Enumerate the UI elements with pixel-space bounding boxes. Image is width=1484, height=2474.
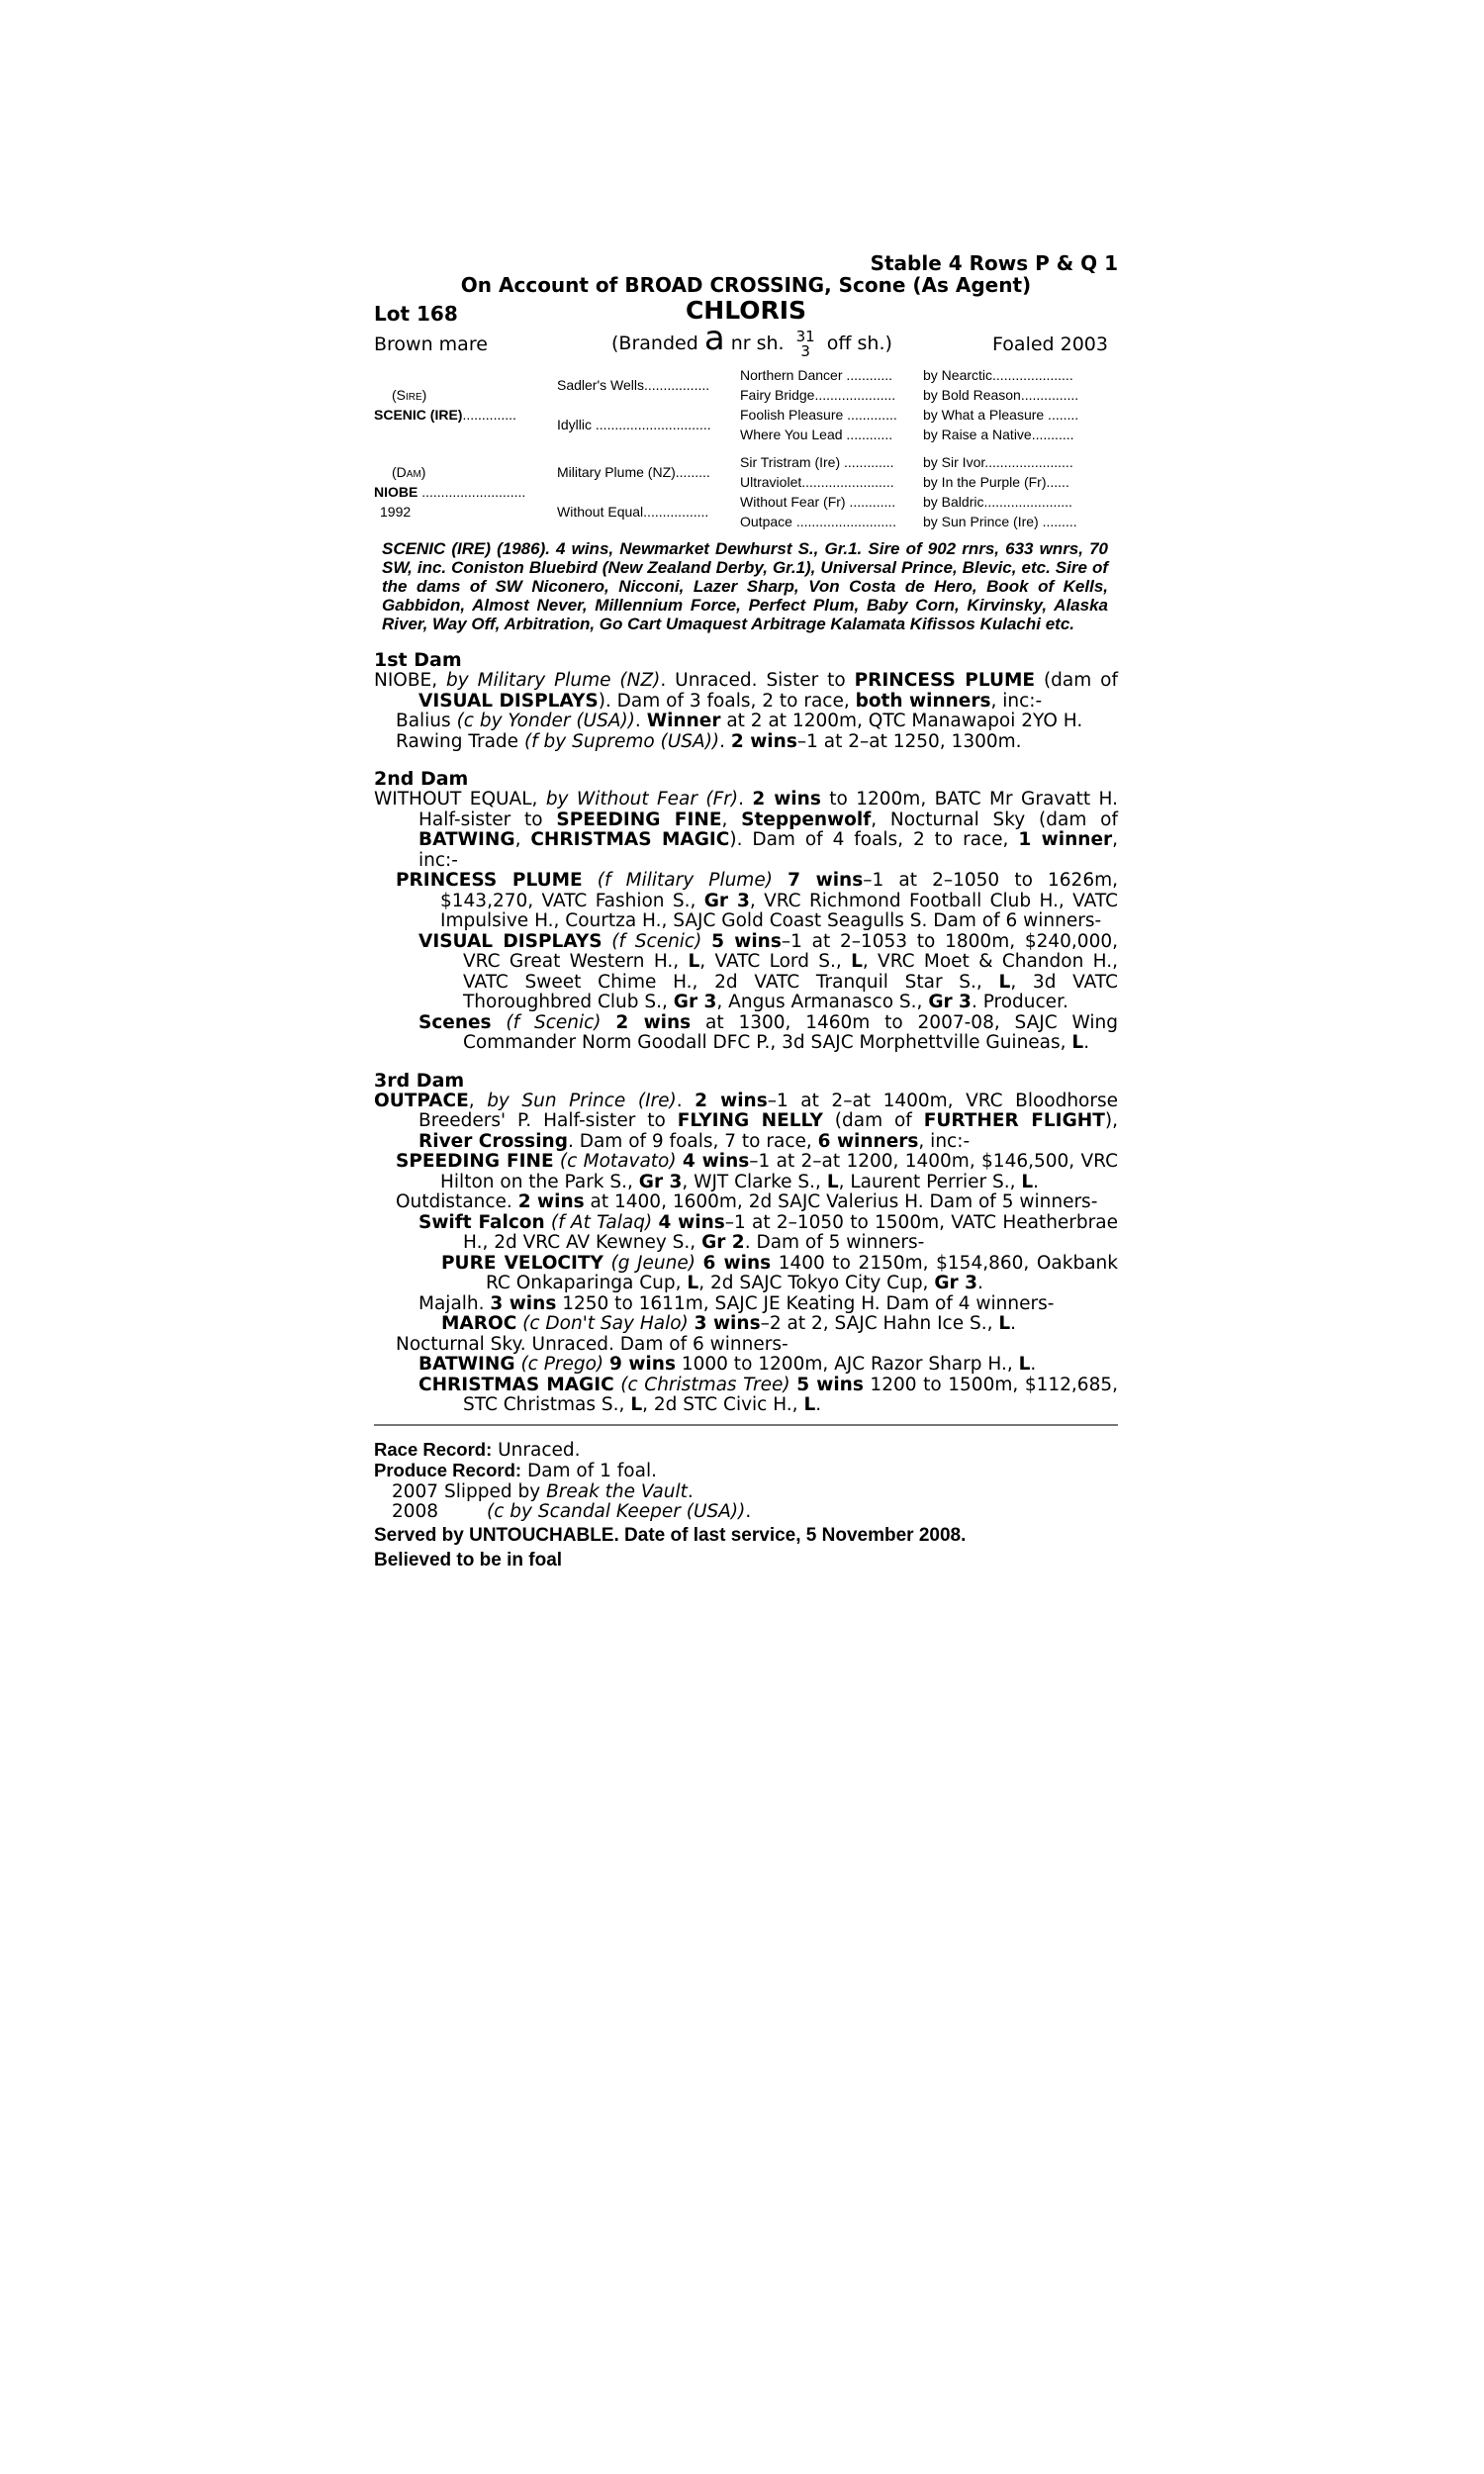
sire-name: SCENIC (IRE) [374,407,463,423]
first-dam-heading: 1st Dam [374,649,462,671]
gen3-7: Without Fear (Fr) ............ [740,494,896,510]
gen4-6: by In the Purple (Fr)...... [923,474,1069,490]
third-dam-foal-3: Nocturnal Sky. Unraced. Dam of 6 winners- [396,1333,788,1355]
lot-number: Lot 168 [374,302,458,326]
dam-name: NIOBE [374,484,418,500]
vendor-account: On Account of BROAD CROSSING, Scone (As Agent) [460,273,1032,297]
sire-summary: SCENIC (IRE) (1986). 4 wins, Newmarket Dewhurst S., Gr.1. Sire of 902 rnrs, 633 wnrs, 70 SW, inc. Coniston Bluebird (New Zealand Derby, Gr.1), Universal Prince, Blevic, etc. Sire of the dams of SW Niconero, Nicconi, Lazer Sharp, Von Costa de Hero, Book of Kells, Gabbidon, Almost Never, Millennium Force, Perfect Plum, Baby Corn, Kirvinsky, Alaska River, Way Off, Arbitration, Go Cart Umaquest Arbitrage Kalamata Kifissos Kulachi etc. [382,539,1108,633]
third-dam-grandfoal-1: Swift Falcon (f At Talaq) 4 wins–1 at 2–1050 to 1500m, VATC Heatherbrae H., 2d VRC AV Kewney S., Gr 2. Dam of 5 winners- [418,1211,1118,1253]
third-dam-foal-2: Outdistance. 2 wins at 1400, 1600m, 2d SAJC Valerius H. Dam of 5 winners- [396,1191,1098,1212]
brand-numerator: 31 [795,327,815,345]
horse-details [374,319,1118,361]
gen4-2: by Bold Reason............... [923,387,1079,403]
third-dam-great-grandfoal-2: MAROC (c Don't Say Halo) 3 wins–2 at 2, SAJC Hahn Ice S., L. [441,1313,1017,1334]
gen2-4: Without Equal................. [557,504,709,520]
foaled-year: Foaled 2003 [992,333,1108,355]
gen4-1: by Nearctic..................... [923,367,1073,383]
catalogue-page [374,252,1118,1572]
second-dam-foal-1: PRINCESS PLUME (f Military Plume) 7 wins–1 at 2–1050 to 1626m, $143,270, VATC Fashion S., Gr 3, VRC Richmond Football Club H., VATC Impulsive H., Courtza H., SAJC Gold Coast Seagulls S. Dam of 6 winners- [396,870,1118,931]
pedigree-table [374,365,1118,531]
produce-record: Produce Record: Dam of 1 foal. [374,1460,657,1481]
produce-2007: 2007 Slipped by Break the Vault. [392,1480,694,1502]
third-dam-foal-1: SPEEDING FINE (c Motavato) 4 wins–1 at 2–at 1200, 1400m, $146,500, VRC Hilton on the Park S., Gr 3, WJT Clarke S., L, Laurent Perrier S., L. [396,1151,1118,1192]
first-dam-entry: NIOBE, by Military Plume (NZ). Unraced. Sister to PRINCESS PLUME (dam of VISUAL DISPLAYS). Dam of 3 foals, 2 to race, both winners, inc:- [374,670,1119,712]
gen3-4: Where You Lead ............ [740,427,893,442]
section-divider [374,1424,1118,1426]
third-dam-entry: OUTPACE, by Sun Prince (Ire). 2 wins–1 at 2–at 1400m, VRC Bloodhorse Breeders' P. Half-sister to FLYING NELLY (dam of FURTHER FLIGHT), River Crossing. Dam of 9 foals, 7 to race, 6 winners, inc:- [374,1090,1119,1152]
third-dam-heading: 3rd Dam [374,1069,465,1092]
in-foal-status: Believed to be in foal [374,1549,563,1570]
lot-row [374,296,1118,324]
second-dam-heading: 2nd Dam [374,768,469,790]
colour-sex: Brown mare [374,333,488,355]
third-dam-grandfoal-3: BATWING (c Prego) 9 wins 1000 to 1200m, AJC Razor Sharp H., L. [418,1354,1037,1375]
gen2-3: Military Plume (NZ)......... [557,464,710,480]
brand-fraction [795,327,815,360]
second-dam-entry: WITHOUT EQUAL, by Without Fear (Fr). 2 wins to 1200m, BATC Mr Gravatt H. Half-sister to SPEEDING FINE, Steppenwolf, Nocturnal Sky (dam of BATWING, CHRISTMAS MAGIC). Dam of 4 foals, 2 to race, 1 winner, inc:- [374,789,1119,871]
dam-cell: (Dam) NIOBE ........................... 1992 [374,452,557,531]
brand-off: off sh.) [826,333,892,354]
gen3-3: Foolish Pleasure ............. [740,407,897,423]
dam-label: (Dam) [392,464,426,480]
gen3-1: Northern Dancer ............ [740,367,893,383]
dam-year: 1992 [380,504,412,520]
gen3-2: Fairy Bridge..................... [740,387,896,403]
sire-cell: (Sire) SCENIC (IRE).............. [374,365,557,444]
third-dam-grandfoal-4: CHRISTMAS MAGIC (c Christmas Tree) 5 wins 1200 to 1500m, $112,685, STC Christmas S., L, 2d STC Civic H., L. [418,1374,1118,1415]
second-dam-grandfoal-2: Scenes (f Scenic) 2 wins at 1300, 1460m to 2007-08, SAJC Wing Commander Norm Goodall DFC P., 3d SAJC Morphettville Guineas, L. [418,1011,1118,1053]
gen4-8: by Sun Prince (Ire) ......... [923,514,1077,529]
third-dam-great-grandfoal: PURE VELOCITY (g Jeune) 6 wins 1400 to 2150m, $154,860, Oakbank RC Onkaparinga Cup, L, 2d SAJC Tokyo City Cup, Gr 3. [441,1252,1118,1293]
gen4-7: by Baldric....................... [923,494,1072,510]
first-dam-foal-1: Balius (c by Yonder (USA)). Winner at 2 at 1200m, QTC Manawapoi 2YO H. [396,711,1083,731]
gen3-5: Sir Tristram (Ire) ............. [740,454,894,470]
gen3-6: Ultraviolet........................ [740,474,894,490]
produce-2008: 2008 (c by Scandal Keeper (USA)). [392,1501,752,1522]
gen2-1: Sadler's Wells................. [557,377,710,393]
horse-name: CHLORIS [685,296,807,325]
brand-open: (Branded [611,333,698,354]
brand-denominator: 3 [800,341,810,360]
gen4-4: by Raise a Native........... [923,427,1074,442]
gen2-2: Idyllic .............................. [557,417,711,432]
brand-description [611,319,892,360]
gen3-8: Outpace .......................... [740,514,896,529]
race-record: Race Record: Unraced. [374,1438,581,1461]
served-by: Served by UNTOUCHABLE. Date of last service, 5 November 2008. [374,1524,967,1546]
stable-location: Stable 4 Rows P & Q 1 [870,251,1118,275]
first-dam-foal-2: Rawing Trade (f by Supremo (USA)). 2 wins–1 at 2–at 1250, 1300m. [396,730,1022,752]
gen4-3: by What a Pleasure ........ [923,407,1079,423]
brand-mark-icon: a [703,319,725,358]
second-dam-grandfoal-1: VISUAL DISPLAYS (f Scenic) 5 wins–1 at 2–1053 to 1800m, $240,000, VRC Great Western H., L, VATC Lord S., L, VRC Moet & Chandon H., VATC Sweet Chime H., 2d VATC Tranquil Star S., L, 3d VATC Thoroughbred Club S., Gr 3, Angus Armanasco S., Gr 3. Producer. [418,930,1118,1012]
gen4-5: by Sir Ivor....................... [923,454,1073,470]
third-dam-grandfoal-2: Majalh. 3 wins 1250 to 1611m, SAJC JE Keating H. Dam of 4 winners- [418,1292,1055,1314]
sire-label: (Sire) [392,387,427,403]
brand-nr: nr sh. [730,333,785,354]
